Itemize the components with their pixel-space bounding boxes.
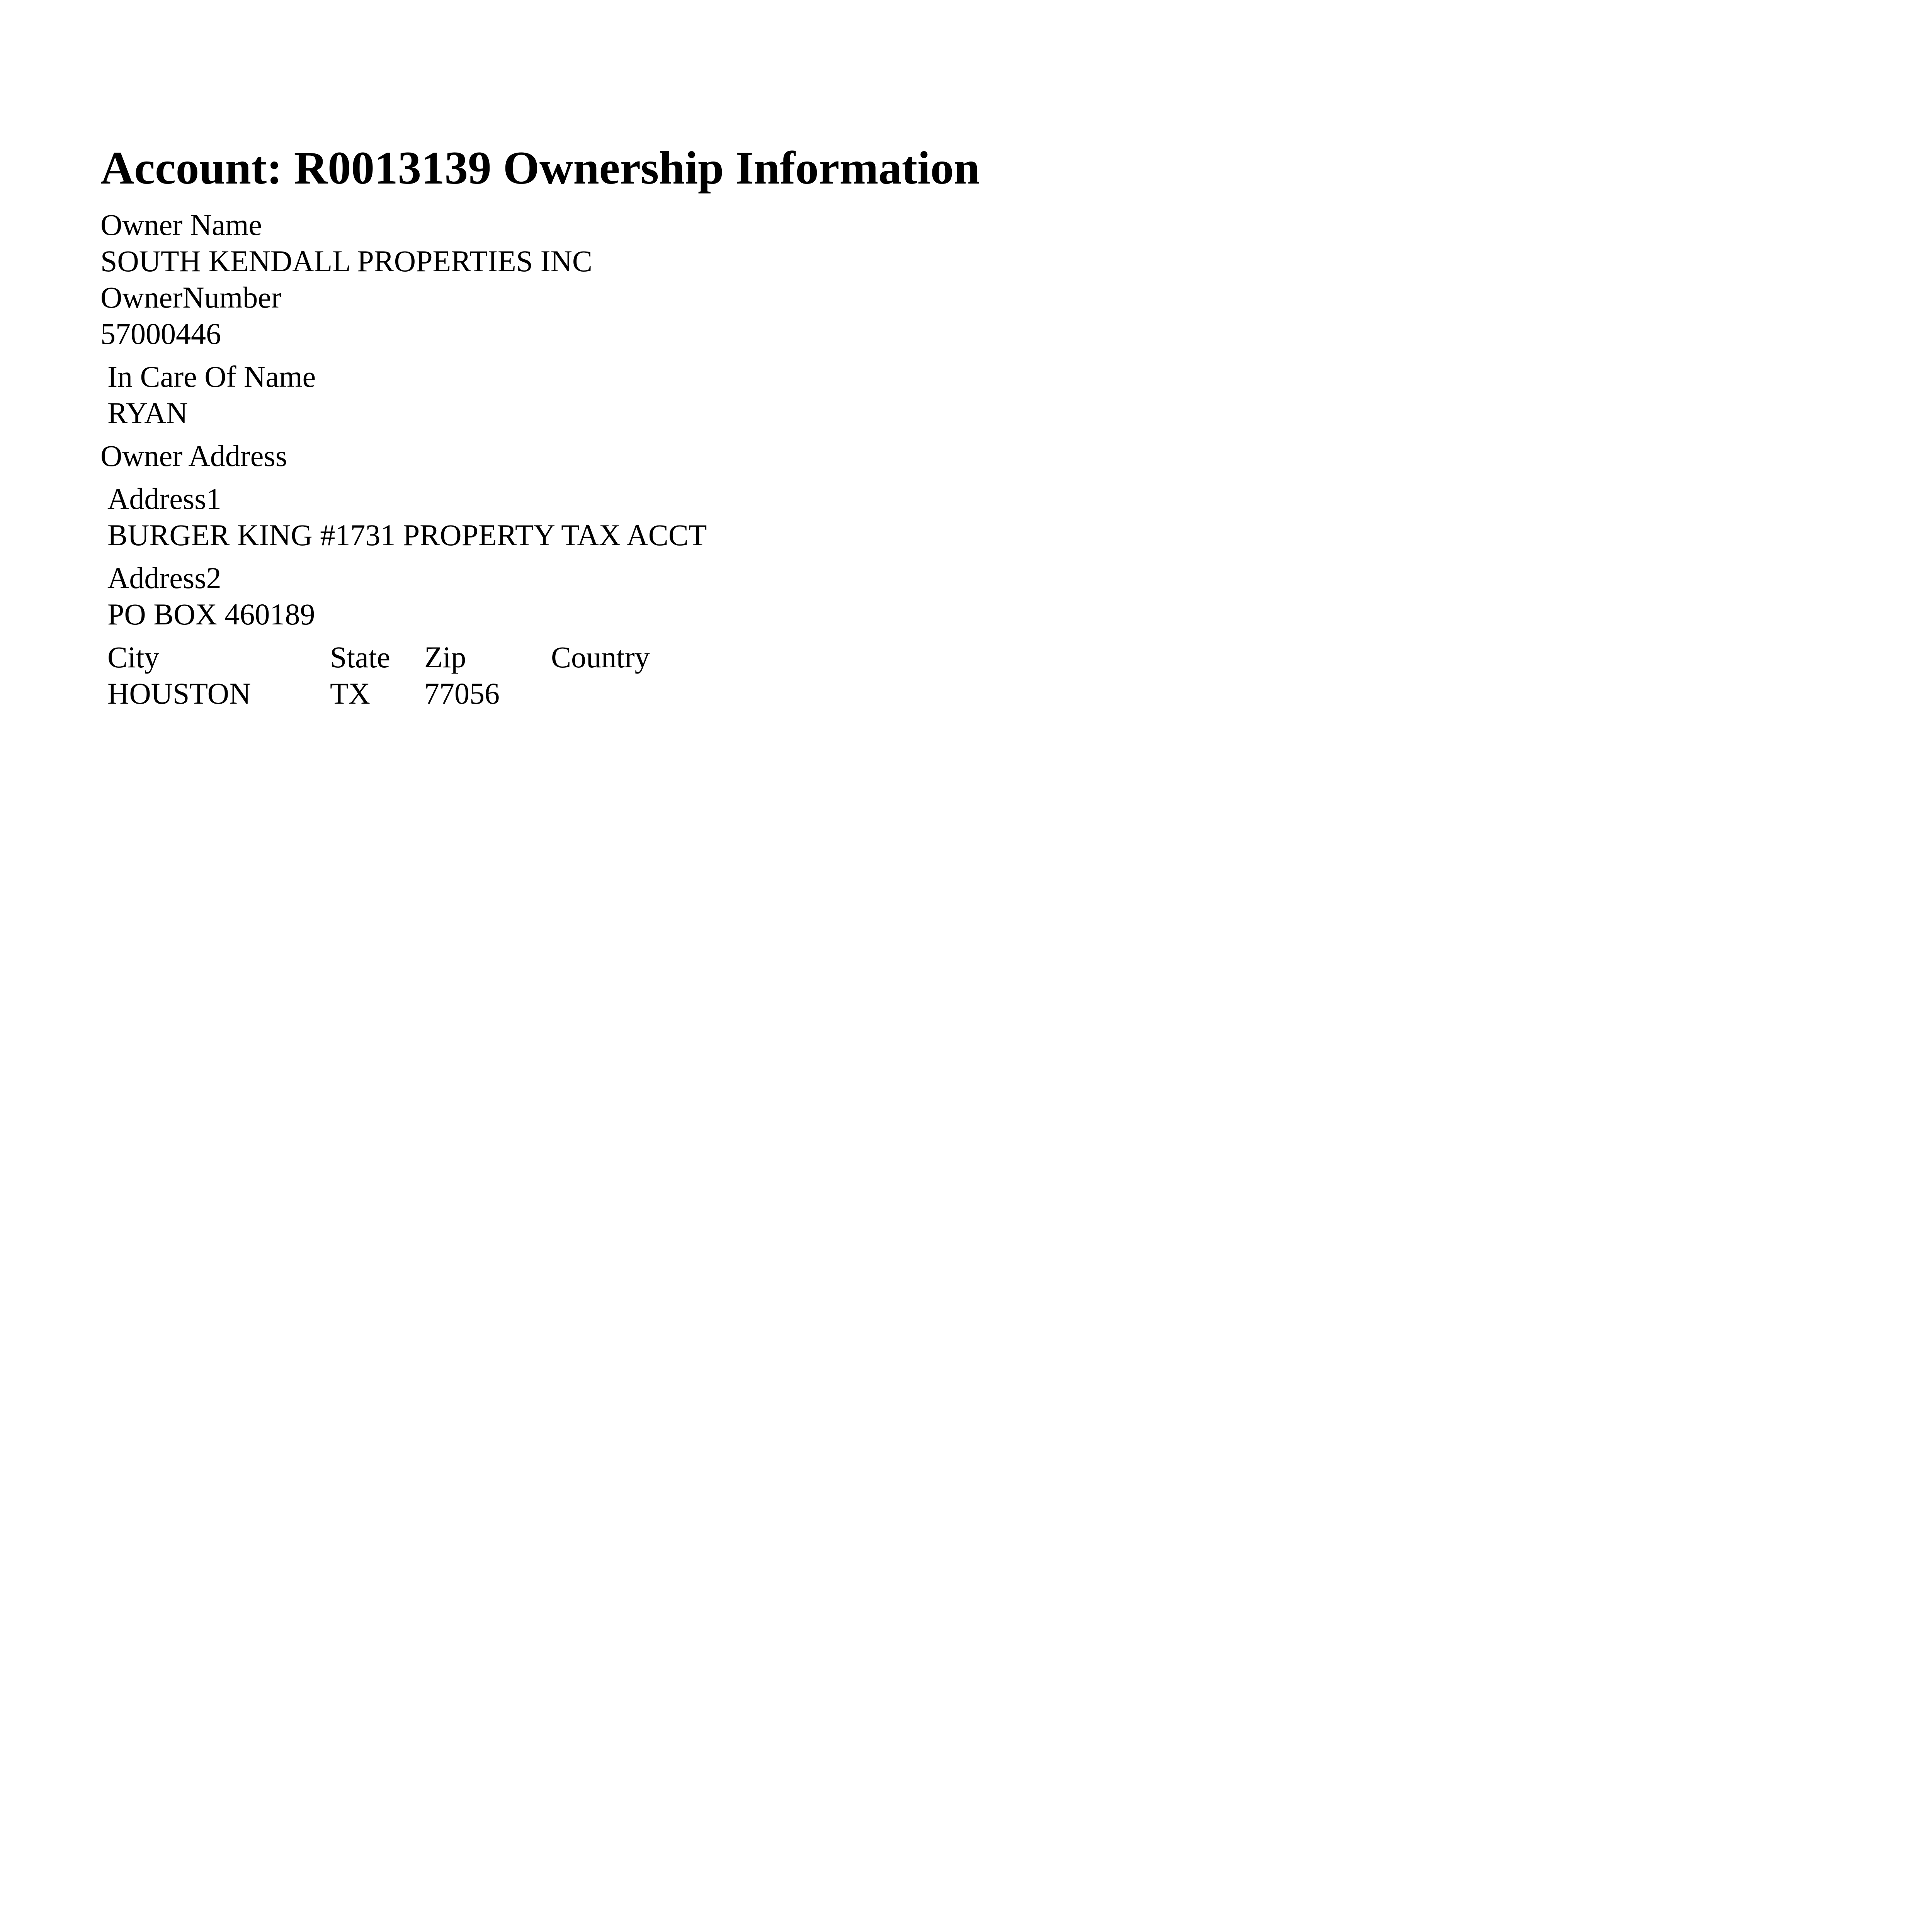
location-values-row (107, 675, 1839, 712)
address2-section (100, 560, 1839, 633)
city-value: HOUSTON (107, 677, 251, 710)
zip-value: 77056 (424, 677, 500, 710)
owner-address-heading-section (100, 438, 1839, 474)
city-state-zip-section (100, 639, 1839, 712)
in-care-of-value: RYAN (107, 396, 188, 430)
state-label: State (330, 640, 390, 674)
city-label: City (107, 640, 160, 674)
page-title: Account: R0013139 Ownership Information (100, 142, 980, 194)
country-label: Country (551, 640, 650, 674)
owner-name-label: Owner Name (100, 208, 262, 242)
owner-number-section (100, 279, 1839, 352)
address2-label: Address2 (107, 561, 221, 595)
in-care-of-section (100, 359, 1839, 431)
owner-number-label: OwnerNumber (100, 281, 281, 314)
address1-label: Address1 (107, 482, 221, 515)
owner-name-section (100, 207, 1839, 279)
owner-address-heading: Owner Address (100, 439, 287, 473)
in-care-of-label: In Care Of Name (107, 360, 316, 393)
address1-section (100, 481, 1839, 553)
location-labels-row (107, 639, 1839, 675)
address2-value: PO BOX 460189 (107, 597, 315, 631)
zip-label: Zip (424, 640, 466, 674)
owner-number-value: 57000446 (100, 317, 221, 350)
ownership-document (100, 137, 1839, 712)
state-value: TX (330, 677, 370, 710)
address1-value: BURGER KING #1731 PROPERTY TAX ACCT (107, 518, 707, 552)
country-value (551, 675, 744, 712)
owner-name-value: SOUTH KENDALL PROPERTIES INC (100, 244, 592, 278)
